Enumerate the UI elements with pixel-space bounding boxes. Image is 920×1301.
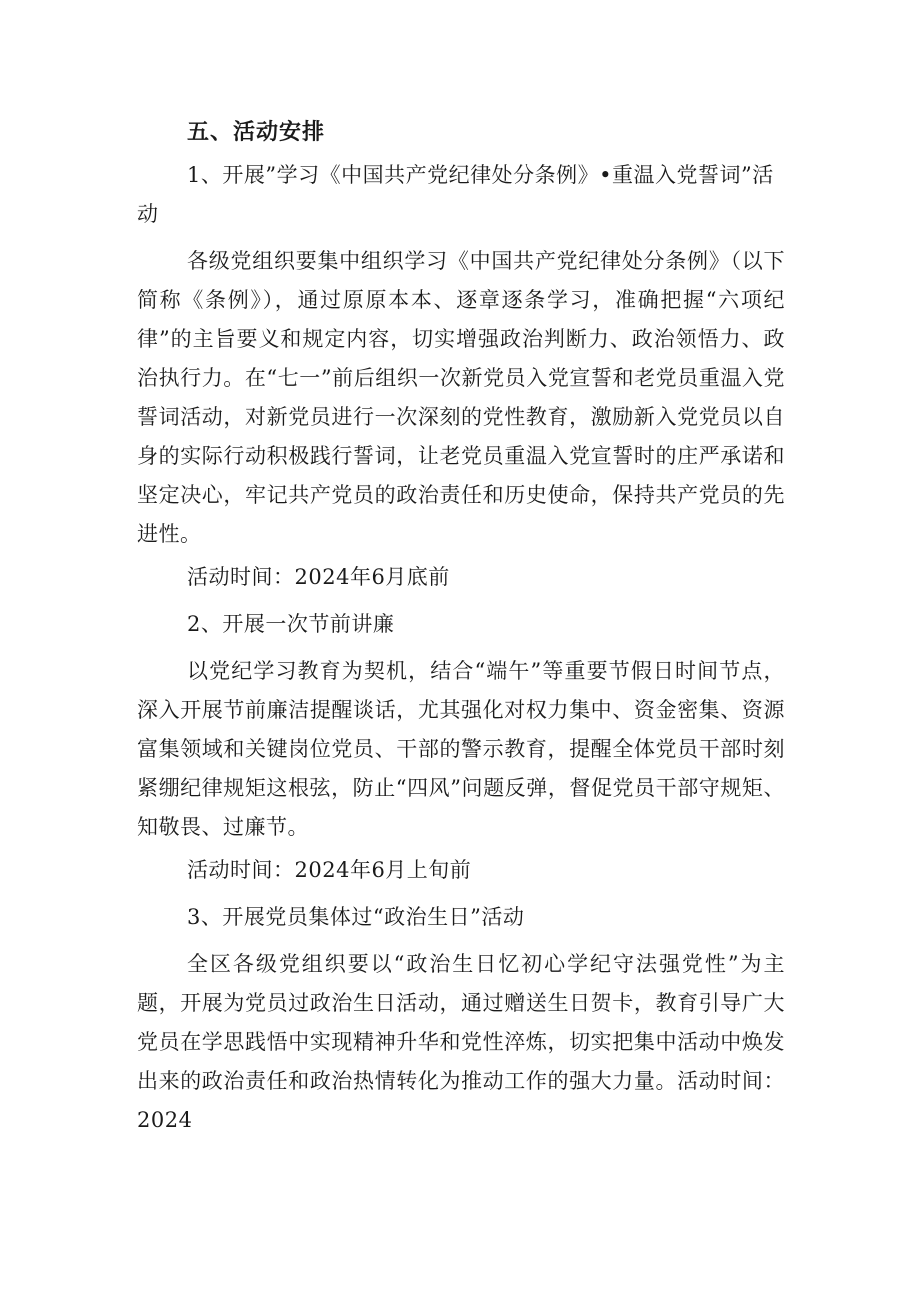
item1-time: 活动时间：2024年6月底前	[187, 565, 450, 589]
item2-time: 活动时间：2024年6月上旬前	[187, 858, 472, 882]
item1-title: 1、开展”学习《中国共产党纪律处分条例》•重温入党誓词”活动	[137, 163, 774, 226]
section-heading: 五、活动安排	[187, 120, 326, 145]
item3-body: 全区各级党组织要以“政治生日忆初心学纪守法强党性”为主题，开展为党员过政治生日活动，通过赠送生日贺卡，教育引导广大党员在学思践悟中实现精神升华和党性淬炼，切实把集中活动中焕发出来的政治责任和政治热情转化为推动工作的强大力量。活动时间：2024	[137, 952, 785, 1132]
item1-body: 各级党组织要集中组织学习《中国共产党纪律处分条例》（以下简称《条例》），通过原原本本、逐章逐条学习，准确把握“六项纪律”的主旨要义和规定内容，切实增强政治判断力、政治领悟力、政治执行力。在“七一”前后组织一次新党员入党宣誓和老党员重温入党誓词活动，对新党员进行一次深刻的党性教育，激励新入党党员以自身的实际行动积极践行誓词，让老党员重温入党宣誓时的庄严承诺和坚定决心，牢记共产党员的政治责任和历史使命，保持共产党员的先进性。	[137, 249, 785, 546]
item2-body: 以党纪学习教育为契机，结合“端午”等重要节假日时间节点，深入开展节前廉洁提醒谈话，尤其强化对权力集中、资金密集、资源富集领域和关键岗位党员、干部的警示教育，提醒全体党员干部时刻紧绷纪律规矩这根弦，防止“四风”问题反弹，督促党员干部守规矩、知敬畏、过廉节。	[137, 659, 785, 839]
item2-title: 2、开展一次节前讲廉	[187, 612, 395, 636]
item3-title: 3、开展党员集体过“政治生日”活动	[187, 905, 525, 929]
document-body	[137, 113, 785, 1144]
